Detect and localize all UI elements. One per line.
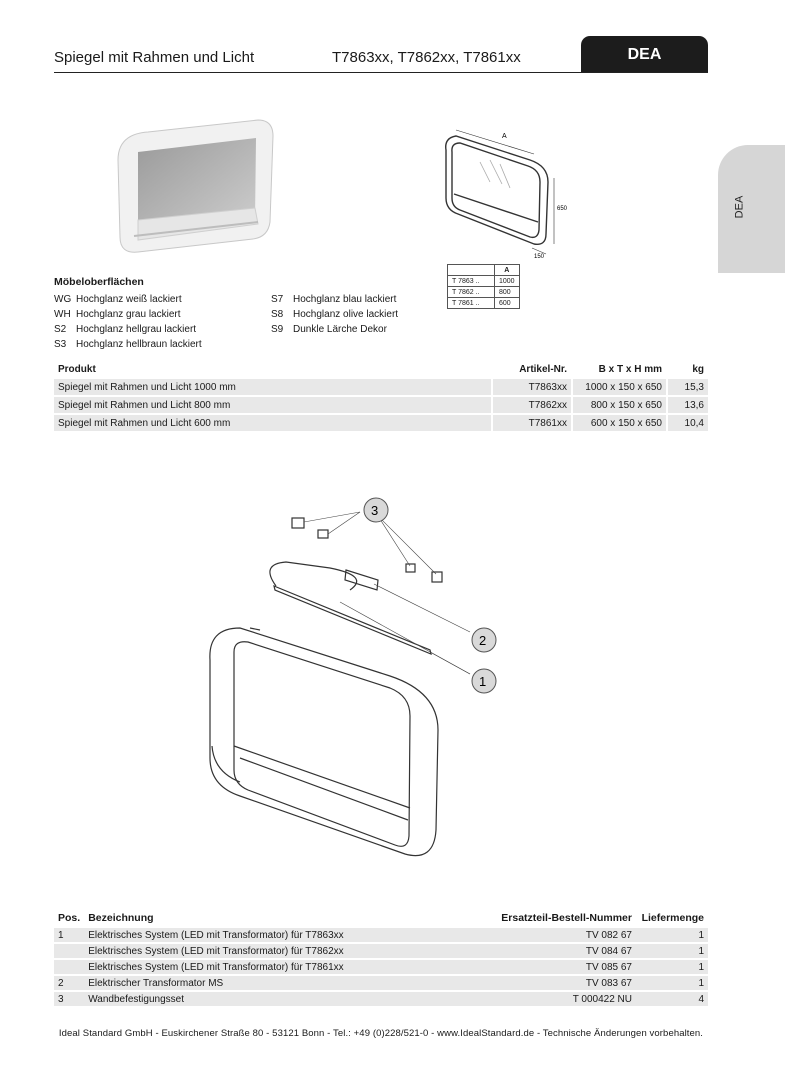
col-header: Pos. [58,912,81,924]
table-row: Spiegel mit Rahmen und Licht 800 mm T7862xx 800 x 150 x 650 13,6 [54,397,708,413]
dim-a-label: A [502,133,507,140]
finish-item: S8 Hochglanz olive lackiert [271,309,399,320]
dim-height-label: 650 [557,206,568,212]
finish-item: S2 Hochglanz hellgrau lackiert [54,324,197,335]
finish-item: WH Hochglanz grau lackiert [54,309,181,320]
col-header: Ersatzteil-Bestell-Nummer [501,912,632,924]
side-tab-label: DEA [733,195,746,219]
page-footer: Ideal Standard GmbH - Euskirchener Straße 80 - 53121 Bonn - Tel.: +49 (0)228/521-0 - www.IdealStandard.de - Technische Änderungen vorbehalten. [58,1028,704,1039]
finish-item: S9 Dunkle Lärche Dekor [271,324,387,335]
table-row: 2 Elektrischer Transformator MS TV 083 67 1 [54,976,708,990]
finishes-title: Möbeloberflächen [54,276,144,288]
col-header: kg [692,364,704,375]
callout-2: 2 [479,633,487,648]
spare-parts-table [54,908,708,1008]
table-row: T 7863 .. 1000 [448,276,520,287]
side-register-tab [718,145,785,273]
dim-table-header: A [495,265,520,276]
product-image [108,112,278,262]
finish-item: WG Hochglanz weiß lackiert [54,294,182,305]
finishes-right [271,292,398,337]
table-row: 3 Wandbefestigungsset T 000422 NU 4 [54,992,708,1006]
finishes-left [54,292,202,352]
exploded-view-drawing [200,490,510,865]
series-tab: DEA [581,36,708,72]
table-row: Elektrisches System (LED mit Transformator) für T7862xx TV 084 67 1 [54,944,708,958]
dim-depth-label: 150 [534,254,545,260]
finish-item: S7 Hochglanz blau lackiert [271,294,397,305]
table-row: Elektrisches System (LED mit Transformator) für T7861xx TV 085 67 1 [54,960,708,974]
product-codes: T7863xx, T7862xx, T7861xx [332,49,521,66]
finish-item: S3 Hochglanz hellbraun lackiert [54,339,202,350]
callout-1: 1 [479,674,487,689]
col-header: Bezeichnung [88,912,154,924]
table-row: T 7861 .. 600 [448,298,520,309]
product-table [54,360,708,433]
header-rule [54,72,708,73]
table-row: Spiegel mit Rahmen und Licht 1000 mm T7863xx 1000 x 150 x 650 15,3 [54,379,708,395]
col-header: B x T x H mm [598,364,662,375]
table-row: Spiegel mit Rahmen und Licht 600 mm T7861xx 600 x 150 x 650 10,4 [54,415,708,431]
dimension-drawing [430,122,580,262]
col-header: Liefermenge [641,912,704,924]
callout-3: 3 [371,503,379,518]
col-header: Artikel-Nr. [519,364,567,375]
col-header: Produkt [58,364,96,375]
table-row: T 7862 .. 800 [448,287,520,298]
dimension-table [447,264,520,309]
table-row: 1 Elektrisches System (LED mit Transformator) für T7863xx TV 082 67 1 [54,928,708,942]
page-title: Spiegel mit Rahmen und Licht [54,49,255,66]
